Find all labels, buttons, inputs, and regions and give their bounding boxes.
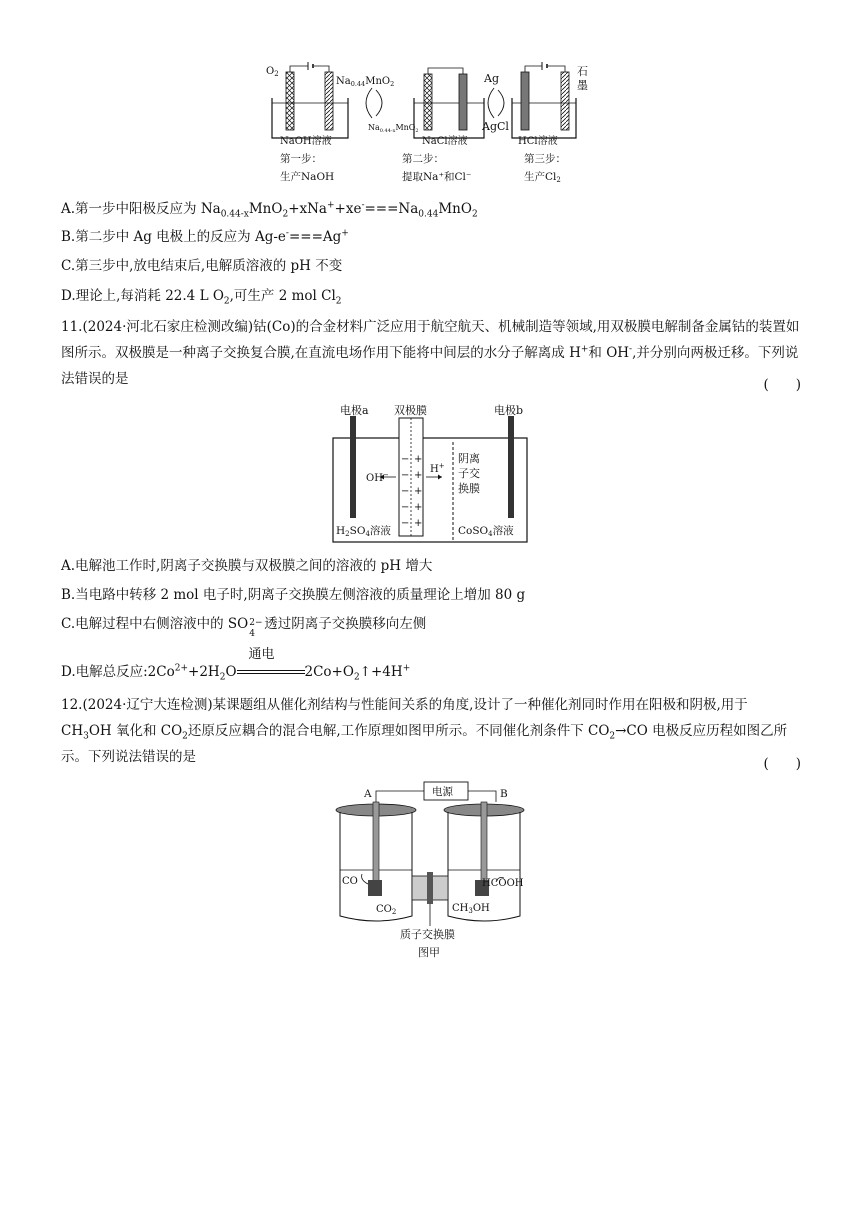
svg-text:+: + bbox=[414, 518, 423, 529]
svg-text:+: + bbox=[414, 454, 423, 465]
naoh-solution-label: NaOH溶液 bbox=[280, 136, 332, 147]
step2-desc: 提取Na⁺和Cl⁻ bbox=[402, 171, 472, 183]
hcooh-label: HCOOH bbox=[482, 878, 524, 889]
figure-jia-electrolysis-cell bbox=[332, 780, 532, 965]
graphite-label-1: 石 bbox=[577, 65, 588, 78]
co-label: CO bbox=[342, 876, 358, 887]
svg-text:+: + bbox=[414, 502, 423, 513]
svg-text:CO2: $CO_2$ bbox=[376, 904, 397, 916]
step1-title: 第一步： bbox=[280, 153, 322, 165]
bipolar-membrane-label: 双极膜 bbox=[394, 404, 427, 417]
svg-text:+: + bbox=[414, 470, 423, 481]
figure-three-step-electrolysis bbox=[262, 58, 602, 190]
agcl-label: AgCl bbox=[482, 120, 509, 133]
q11-option-b: B.当电路中转移 2 mol 电子时,阴离子交换膜左侧溶液的质量理论上增加 80 g bbox=[61, 587, 526, 603]
svg-text:+: + bbox=[414, 486, 423, 497]
q12-answer-bracket[interactable]: ( ) bbox=[763, 756, 801, 772]
svg-text:−: − bbox=[401, 454, 410, 465]
step3-title: 第三步： bbox=[524, 153, 566, 165]
anion-membrane-label-1: 阴离 bbox=[458, 452, 480, 465]
anion-membrane-label-3: 换膜 bbox=[458, 482, 480, 495]
svg-text:−: − bbox=[401, 470, 410, 481]
svg-text:CH3OH: $CH_3OH$ bbox=[452, 903, 490, 915]
svg-text:Na0.44-xMnO2: $Na_{0.44-x}MnO_2$ bbox=[368, 123, 419, 134]
na-mno2-label: Na bbox=[336, 76, 351, 87]
q12-stem: 12.(2024·辽宁大连检测)某课题组从催化剂结构与性能间关系的角度,设计了一种催化剂同时作用在阳极和阴极,用于 $CH_3OH$ 氧化和 $CO_2$还原反应耦合的混合电解,工作原理如图甲所示。不同催化剂条件下 $CO_2\to CO$ 电极反应历程如图乙所示。下列说法错误的是 bbox=[61, 697, 788, 765]
step1-desc: 生产NaOH bbox=[280, 171, 335, 183]
figure-caption-jia: 图甲 bbox=[418, 946, 440, 959]
q11-option-d: D.电解总反应$:2Co^{2+}+2H_2O$ 通电 $2Co+O_2↑+4H^+$ bbox=[61, 646, 411, 683]
h-ion-label: H bbox=[430, 464, 439, 475]
oh-ion-label: OH bbox=[366, 473, 383, 484]
coso4-solution-label: CoSO bbox=[458, 525, 489, 537]
step3-desc: 生产Cl bbox=[524, 171, 557, 183]
power-source-label: 电源 bbox=[432, 786, 453, 798]
q11-answer-bracket[interactable]: ( ) bbox=[763, 377, 801, 393]
hcl-solution-label: HCl溶液 bbox=[518, 136, 558, 147]
electrode-a-label: A bbox=[364, 788, 372, 800]
svg-text:H2SO4溶液: H2SO4溶液 bbox=[336, 525, 391, 538]
svg-text:Na0.44MnO2: $Na_{0.44}MnO_2$ bbox=[336, 76, 395, 88]
ag-label: Ag bbox=[484, 72, 499, 85]
q10-option-a: A.第一步中阳极反应为 $Na_{0.44-x}MnO_2+xNa^++xe^-===Na_{0.44}MnO_2$ bbox=[61, 200, 478, 220]
q11-option-c: C.电解过程中右侧溶液中的 SO 2− 4 透过阴离子交换膜移向左侧 bbox=[61, 616, 427, 639]
svg-text:−: − bbox=[401, 518, 410, 529]
o2-label: O bbox=[266, 66, 275, 77]
svg-text:OH−: OH− bbox=[366, 471, 389, 484]
graphite-label-2: 墨 bbox=[577, 79, 588, 92]
q10-option-c: C.第三步中,放电结束后,电解质溶液的 pH 不变 bbox=[61, 258, 343, 274]
svg-text:CoSO4溶液: CoSO4溶液 bbox=[458, 525, 514, 538]
electrolysis-condition-arrow: 通电 bbox=[237, 663, 305, 683]
ch3oh-label: CH bbox=[452, 903, 469, 914]
q10-option-d: D.理论上,每消耗 22.4 L $O_2$,可生产 2 mol $Cl_2$ bbox=[61, 288, 342, 307]
anion-membrane-label-2: 子交 bbox=[458, 467, 480, 480]
h2so4-solution-label: H bbox=[336, 525, 346, 537]
step2-title: 第二步： bbox=[402, 153, 444, 165]
na-x-mno2-label: Na bbox=[368, 123, 380, 132]
figure-bipolar-membrane-cell bbox=[330, 404, 530, 546]
electrode-b-label: B bbox=[500, 788, 508, 800]
proton-exchange-membrane-label: 质子交换膜 bbox=[400, 928, 455, 941]
nacl-solution-label: NaCl溶液 bbox=[422, 136, 468, 147]
svg-text:H+: H+ bbox=[430, 462, 445, 475]
q11-stem: 11.(2024·河北石家庄检测改编)钴(Co)的合金材料广泛应用于航空航天、机械制造等领域,用双极膜电解制备金属钴的装置如图所示。双极膜是一种离子交换复合膜,在直流电场作用下能将中间层的水分子解离成 H+和 OH-,并分别向两极迁移。下列说法错误的是 bbox=[61, 319, 800, 387]
svg-text:−: − bbox=[401, 486, 410, 497]
q10-option-b: B.第二步中 Ag 电极上的反应为 Ag-e-===Ag+ bbox=[61, 228, 349, 245]
electrode-b-label: 电极b bbox=[494, 404, 524, 417]
electrode-a-label: 电极a bbox=[340, 404, 369, 417]
svg-text:生产Cl2: 生产Cl2 bbox=[524, 171, 561, 184]
q11-option-a: A.电解池工作时,阴离子交换膜与双极膜之间的溶液的 pH 增大 bbox=[61, 558, 433, 574]
co2-label: CO bbox=[376, 904, 392, 915]
svg-text:O2: $O_2$ bbox=[266, 66, 279, 78]
svg-text:−: − bbox=[401, 502, 410, 513]
